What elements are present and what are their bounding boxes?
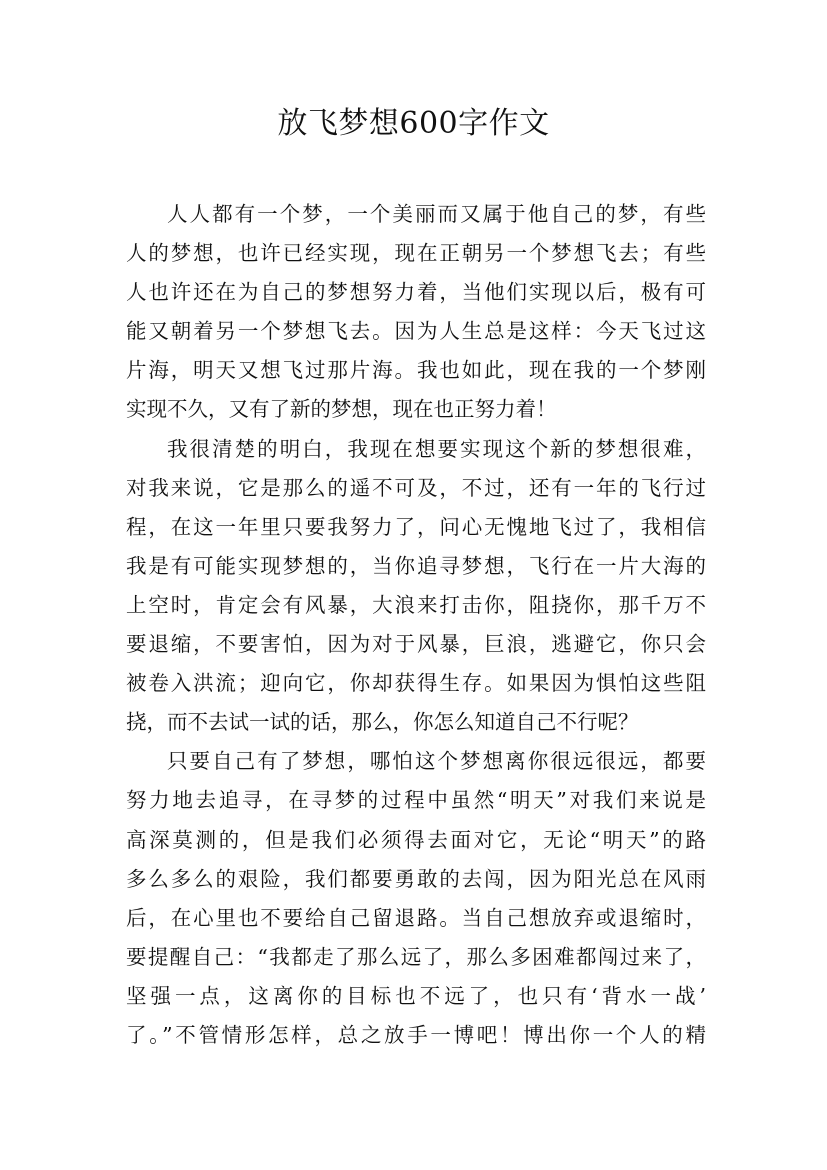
text-line: 我很清楚的明白，我现在想要实现这个新的梦想很难， [167, 436, 706, 461]
text-line: 多么多么的艰险，我们都要勇敢的去闯，因为阳光总在风雨 [126, 866, 706, 891]
text-line: 了。”不管情形怎样，总之放手一博吧！博出你一个人的精 [126, 1022, 706, 1047]
text-line: 后，在心里也不要给自己留退路。当自己想放弃或退缩时， [126, 905, 706, 930]
text-line: 被卷入洪流；迎向它，你却获得生存。如果因为惧怕这些阻 [126, 671, 706, 696]
text-line: 片海，明天又想飞过那片海。我也如此，现在我的一个梦刚 [126, 358, 706, 383]
text-line: 只要自己有了梦想，哪怕这个梦想离你很远很远，都要 [167, 749, 706, 774]
text-line: 我是有可能实现梦想的，当你追寻梦想，飞行在一片大海的 [126, 553, 706, 578]
text-line: 坚强一点，这离你的目标也不远了，也只有‘背水一战’ [126, 983, 706, 1008]
essay-body [126, 195, 706, 1055]
text-line: 程，在这一年里只要我努力了，问心无愧地飞过了，我相信 [126, 514, 706, 539]
text-line: 高深莫测的，但是我们必须得去面对它，无论“明天”的路 [126, 827, 706, 852]
text-line: 努力地去追寻，在寻梦的过程中虽然“明天”对我们来说是 [126, 788, 706, 813]
text-line: 要提醒自己：“我都走了那么远了，那么多困难都闯过来了， [126, 944, 706, 969]
document-title: 放飞梦想600字作文 [277, 106, 550, 141]
text-line: 人人都有一个梦，一个美丽而又属于他自己的梦，有些 [167, 202, 706, 226]
text-line: 对我来说，它是那么的遥不可及，不过，还有一年的飞行过 [126, 475, 706, 500]
text-line: 实现不久，又有了新的梦想，现在也正努力着！ [126, 397, 557, 422]
text-line: 人也许还在为自己的梦想努力着，当他们实现以后，极有可 [126, 280, 706, 305]
text-line: 挠，而不去试一试的话，那么，你怎么知道自己不行呢？ [126, 710, 639, 735]
text-line: 上空时，肯定会有风暴，大浪来打击你，阻挠你，那千万不 [126, 592, 706, 617]
text-line: 能又朝着另一个梦想飞去。因为人生总是这样：今天飞过这 [126, 319, 706, 344]
text-line: 要退缩，不要害怕，因为对于风暴，巨浪，逃避它，你只会 [126, 632, 706, 657]
text-line: 人的梦想，也许已经实现，现在正朝另一个梦想飞去；有些 [126, 241, 706, 266]
